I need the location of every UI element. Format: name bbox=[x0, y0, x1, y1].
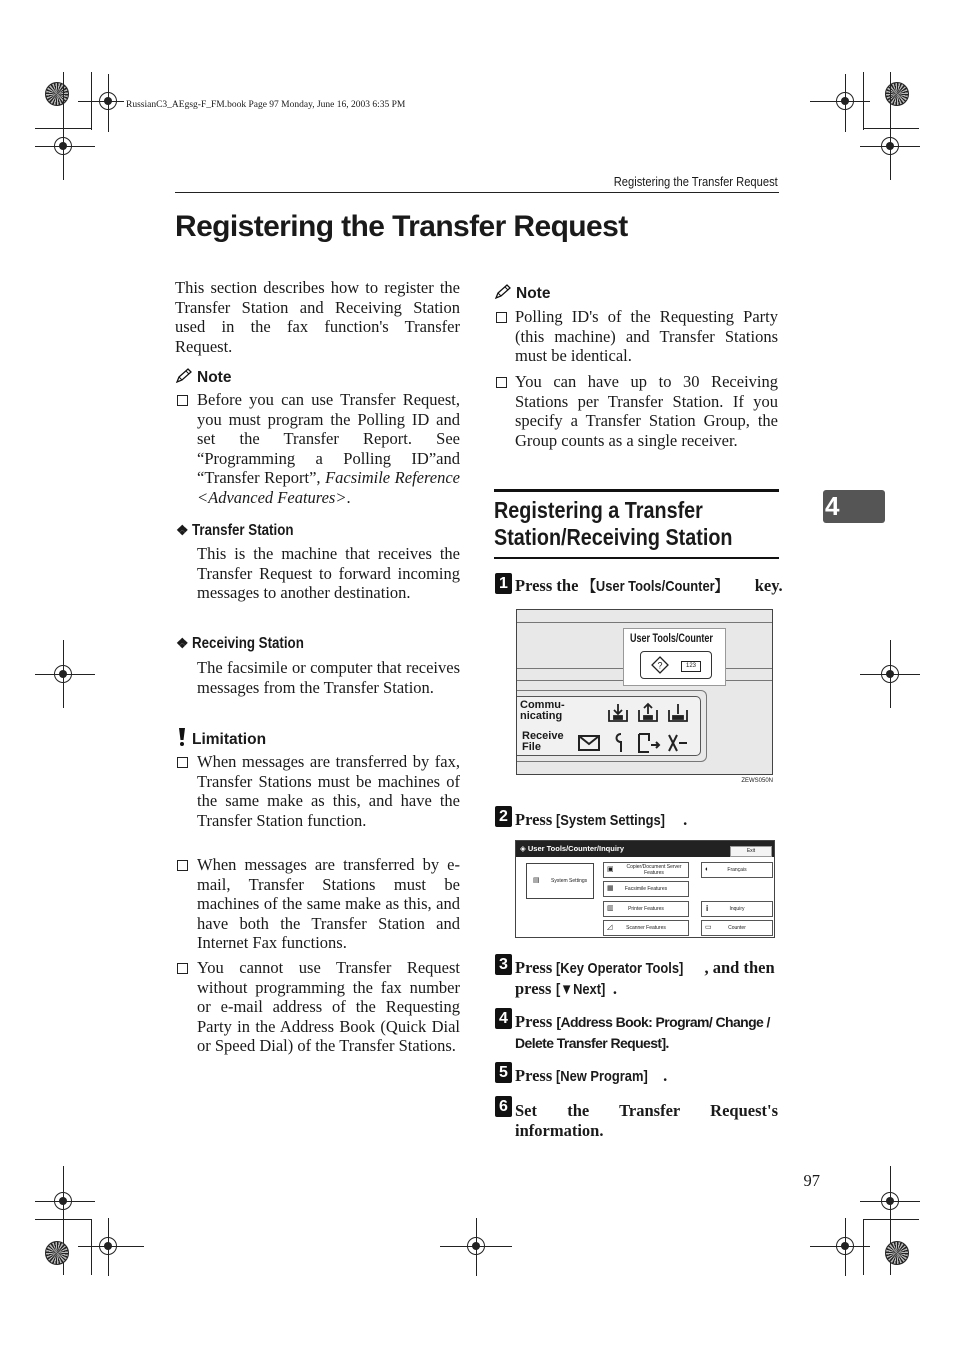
scanner-icon: ◿ bbox=[607, 924, 613, 931]
section-rule-top bbox=[494, 489, 779, 492]
diamond-bullet-icon: ❖ bbox=[176, 524, 189, 539]
registration-disc-icon bbox=[885, 82, 909, 106]
system-settings-button[interactable]: ▤ System Settings bbox=[526, 863, 594, 899]
note-item: You can have up to 30 Receiving Stations per Transfer Station. If you specify a Transfer Station Group, the Group counts as a single receiver. bbox=[515, 372, 778, 450]
diamond-bullet-icon: ❖ bbox=[176, 637, 189, 652]
copier-icon: ▣ bbox=[607, 866, 614, 873]
limitation-heading: Limitation bbox=[176, 727, 266, 752]
language-button[interactable]: ◐ Français bbox=[701, 862, 773, 878]
scanner-features-button[interactable]: ◿ Scanner Features bbox=[603, 920, 689, 936]
screen-title: ◈ User Tools/Counter/Inquiry bbox=[520, 844, 624, 853]
section-title: Registering a Transfer Station/Receiving Station bbox=[494, 497, 733, 550]
receive-file-indicators bbox=[577, 731, 691, 760]
registration-mark-icon bbox=[836, 1237, 854, 1255]
svg-text:?: ? bbox=[657, 660, 663, 671]
receive-file-label: Receive File bbox=[522, 730, 564, 753]
step-number: 6 bbox=[495, 1096, 512, 1117]
counter-button[interactable]: ▭ Counter bbox=[701, 920, 773, 936]
counter-icon: ▭ bbox=[705, 924, 712, 931]
step-instruction: Set the Transfer Request's information. bbox=[515, 1101, 778, 1140]
definition-desc: This is the machine that receives the Transfer Request to forward incoming messages to another destination. bbox=[197, 544, 460, 603]
user-tools-screen-illustration bbox=[515, 840, 775, 938]
user-tools-icon: ◈ bbox=[520, 844, 526, 853]
running-header: Registering the Transfer Request bbox=[613, 174, 778, 189]
note-heading: Note bbox=[175, 368, 231, 389]
control-panel-illustration bbox=[516, 609, 773, 775]
printer-icon: ▥ bbox=[607, 905, 614, 912]
registration-mark-icon bbox=[881, 665, 899, 683]
communicating-label: Commu- nicating bbox=[520, 699, 565, 722]
facsimile-features-button[interactable]: ▦ Facsimile Features bbox=[603, 881, 689, 897]
user-tools-key-callout bbox=[623, 628, 726, 686]
copier-features-button[interactable]: ▣ Copier/Document Server Features bbox=[603, 862, 689, 878]
checkbox-bullet-icon bbox=[177, 395, 188, 406]
page-title: Registering the Transfer Request bbox=[175, 210, 628, 243]
pencil-icon bbox=[175, 368, 193, 389]
definition-term: ❖ Receiving Station bbox=[176, 635, 305, 652]
note-heading: Note bbox=[494, 284, 550, 305]
step-number: 2 bbox=[495, 806, 512, 827]
step-number: 3 bbox=[495, 954, 512, 975]
checkbox-bullet-icon bbox=[496, 312, 507, 323]
step-instruction: Press [Address Book: Program/ Change / Delete Transfer Request]. bbox=[515, 1012, 770, 1052]
step-instruction: Press [New Program] . bbox=[515, 1066, 668, 1085]
communicating-indicators bbox=[607, 702, 691, 729]
exclamation-icon bbox=[176, 727, 188, 752]
checkbox-bullet-icon bbox=[496, 377, 507, 388]
checkbox-bullet-icon bbox=[177, 757, 188, 768]
registration-mark-icon bbox=[54, 137, 72, 155]
language-icon: ◐ bbox=[705, 866, 710, 873]
step-number: 4 bbox=[495, 1008, 512, 1029]
step-instruction: Press [System Settings] . bbox=[515, 810, 688, 829]
registration-mark-icon bbox=[54, 1192, 72, 1210]
section-rule-bottom bbox=[494, 557, 779, 559]
registration-mark-icon bbox=[99, 92, 117, 110]
registration-disc-icon bbox=[45, 82, 69, 106]
limitation-item: When messages are transferred by fax, Transfer Stations must be machines of the same make as this, and have the Transfer Station function. bbox=[197, 752, 460, 830]
pencil-icon bbox=[494, 284, 512, 305]
registration-mark-icon bbox=[467, 1237, 485, 1255]
figure-code: ZEWS050N bbox=[741, 778, 773, 784]
registration-mark-icon bbox=[881, 1192, 899, 1210]
step-instruction: Press [Key Operator Tools] , and then press [▼Next] . bbox=[515, 958, 775, 998]
intro-paragraph: This section describes how to register the Transfer Station and Receiving Station used in the fax function's Transfer Request. bbox=[175, 278, 460, 356]
registration-mark-icon bbox=[54, 665, 72, 683]
definition-term: ❖ Transfer Station bbox=[176, 522, 294, 539]
inquiry-button[interactable]: i Inquiry bbox=[701, 901, 773, 917]
info-icon: i bbox=[706, 904, 709, 913]
file-stamp: RussianC3_AEgsg-F_FM.book Page 97 Monday, June 16, 2003 6:35 PM bbox=[126, 100, 406, 110]
checkbox-bullet-icon bbox=[177, 860, 188, 871]
step-instruction: Press the 【User Tools/Counter】 key. bbox=[515, 576, 783, 595]
registration-disc-icon bbox=[885, 1241, 909, 1265]
user-tools-label: User Tools/Counter bbox=[630, 631, 713, 645]
fax-icon: ▦ bbox=[607, 885, 614, 892]
header-rule bbox=[175, 192, 779, 193]
registration-mark-icon bbox=[836, 92, 854, 110]
registration-disc-icon bbox=[45, 1241, 69, 1265]
limitation-item: You cannot use Transfer Request without programming the fax number or e-mail address of the Requesting Party in the Address Book (Quick Dial or Speed Dial) of the Transfer Stations. bbox=[197, 958, 460, 1056]
printer-features-button[interactable]: ▥ Printer Features bbox=[603, 901, 689, 917]
registration-mark-icon bbox=[881, 137, 899, 155]
chapter-tab: 4 bbox=[823, 490, 885, 523]
page-number: 97 bbox=[803, 1171, 820, 1190]
limitation-item: When messages are transferred by e-mail, Transfer Stations must be machines of the same make as this, and have both the Transfer Station and Internet Fax functions. bbox=[197, 855, 460, 953]
exit-button[interactable]: Exit bbox=[730, 846, 772, 857]
step-number: 1 bbox=[495, 573, 512, 594]
counter-icon: 123 bbox=[681, 661, 701, 672]
definition-desc: The facsimile or computer that receives messages from the Transfer Station. bbox=[197, 658, 460, 697]
checkbox-bullet-icon bbox=[177, 963, 188, 974]
note-item: Before you can use Transfer Request, you must program the Polling ID and set the Transfer Report. See “Programming a Polling ID”and “Transfer Report”, Facsimile Reference <Advanced Features>. bbox=[197, 390, 461, 507]
step-number: 5 bbox=[495, 1062, 512, 1083]
registration-mark-icon bbox=[99, 1237, 117, 1255]
user-tools-counter-button[interactable] bbox=[640, 651, 712, 679]
user-tools-icon bbox=[651, 656, 669, 674]
note-item: Polling ID's of the Requesting Party (this machine) and Transfer Stations must be identical. bbox=[515, 307, 778, 366]
system-settings-icon: ▤ bbox=[533, 877, 540, 884]
